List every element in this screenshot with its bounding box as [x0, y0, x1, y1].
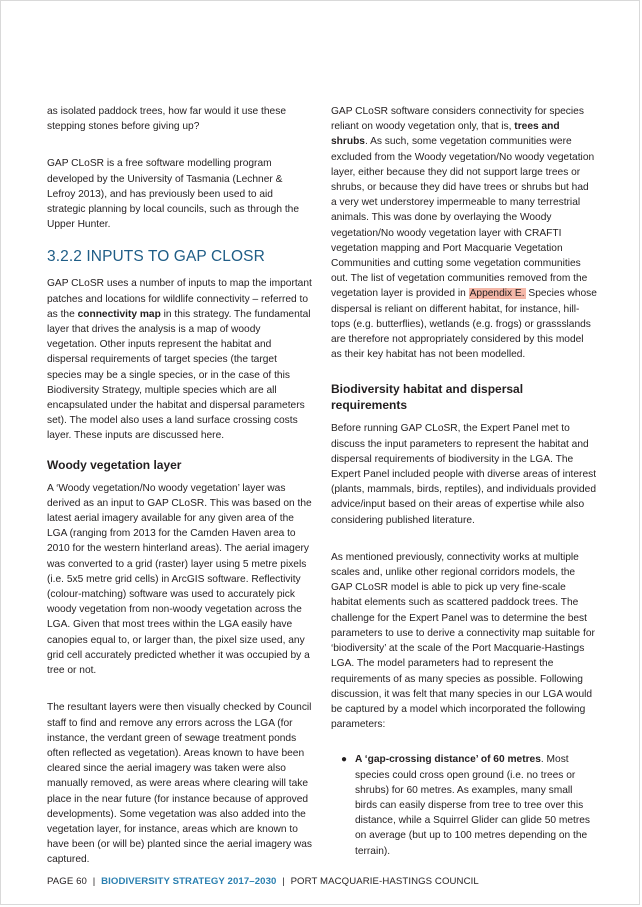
paragraph-inputs: [47, 276, 313, 443]
right-column: [331, 104, 597, 859]
footer-separator: |: [92, 876, 96, 887]
inputs-text-a: GAP CLoSR uses a number of inputs to map the important patches and locations for wildlife connectivity – referred to as the: [47, 278, 312, 320]
appendix-e-link[interactable]: Appendix E.: [469, 288, 525, 300]
list-item: [331, 752, 597, 858]
paragraph-resultant-layers: The resultant layers were then visually checked by Council staff to find and remove any errors across the LGA (for instance, the verdant green of sewage treatment ponds often reflected as vegetation). Areas known to have been cleared since the aerial imagery was taken were also manually removed, as were areas where clearing will take place in the near future (for instance because of approved developments). Some vegetation was also added into the vegetation layer, for instance, areas which are known to have been (or will be) planted since the aerial imagery was captured.: [47, 702, 313, 866]
section-heading: 3.2.2 INPUTS TO GAP CLOSR: [47, 248, 265, 266]
reliance-text-a: GAP CLoSR software considers connectivity for species reliant on woody vegetation only, that is,: [331, 106, 584, 133]
page-number: PAGE 60: [47, 876, 87, 887]
reliance-text-b: . As such, some vegetation communities were excluded from the Woody vegetation/No woody vegetation layer, either because they did not support large trees or shrubs, or because they did have trees or shrubs but had a very wet understorey impermeable to many terrestrial animals. This was done by overlaying the Woody vegetation/No woody vegetation layer with CRAFTI vegetation mapping and Port Macquarie Vegetation Communities and cutting some vegetation communities out. The list of vegetation communities removed from the vegetation layer is provided in: [331, 136, 595, 300]
paragraph-woody-reliance: [331, 104, 597, 362]
paragraph-expert-panel: Before running GAP CLoSR, the Expert Panel met to discuss the input parameters to represent the habitat and dispersal requirements of biodiversity in the LGA. The Expert Panel included people with diverse areas of interest (plants, mammals, birds, reptiles), and individuals provided advice/input based on their areas of expertise while also considering published literature.: [331, 423, 597, 526]
subheading-woody-vegetation: Woody vegetation layer: [47, 457, 182, 472]
paragraph-gap-closr-intro: GAP CLoSR is a free software modelling program developed by the University of Tasmania (Lechner & Lefroy 2013), and has previously been used to aid strategic planning by local councils, such as through the Upper Hunter.: [47, 158, 300, 231]
connectivity-map-term: connectivity map: [77, 308, 161, 320]
left-column: [47, 104, 313, 883]
bullet-marker: ●: [341, 754, 348, 766]
footer-council-name: PORT MACQUARIE-HASTINGS COUNCIL: [290, 876, 479, 887]
parameter-list: [331, 752, 597, 858]
paragraph-stepping-stones: as isolated paddock trees, how far would it use these stepping stones before giving up?: [47, 106, 286, 133]
page-footer: [47, 876, 479, 888]
reliance-text-c: Species whose dispersal is reliant on different habitat, for instance, hill-tops (e.g. butterflies), wetlands (e.g. frogs) or grassslands are therefore not appropriately considered by this model as their key habitat has not been modelled.: [331, 288, 597, 361]
paragraph-woody-layer: A ‘Woody vegetation/No woody vegetation’ layer was derived as an input to GAP CLoSR. This was based on the latest aerial imagery available for any given area of the LGA (ranging from 2013 for the Camden Haven area to 2010 for the western hinterland areas). The aerial imagery was converted to a grid (raster) layer using 5 metre pixels (i.e. 5x5 metre grid cells) in ArcGIS software. Reflectivity (colour-matching) software was used to accurately pick woody vegetation from non-woody vegetation across the LGA. Given that most trees within the LGA easily have canopies equal to, or larger than, the pixel size used, any grid cell accurately predicted whether it was occupied by a tree or not.: [47, 482, 312, 677]
subheading-habitat-dispersal: Biodiversity habitat and dispersal requirements: [331, 382, 524, 413]
inputs-text-b: in this strategy. The fundamental layer that drives the analysis is a map of woody vegetation. Other inputs represent the habitat and dispersal requirements of target species (the target species may be a single species, or in the case of this Biodiversity Strategy, multiple species which are all encapsulated under the habitat and dispersal parameters set). The model also uses a land surface crossing costs layer. These inputs are discussed here.: [47, 308, 311, 442]
footer-separator: |: [282, 876, 285, 887]
paragraph-multiple-scales: As mentioned previously, connectivity works at multiple scales and, unlike other regional corridors models, the GAP CLoSR model is able to pick up very fine-scale habitat elements such as scattered paddock trees. The challenge for the Expert Panel was to determine the best parameters to use to derive a connectivity map suitable for ‘biodiversity’ at the scale of the Port Macquarie-Hastings LGA. The model parameters had to represent the requirements of as many species as possible. Following discussion, it was felt that many species in our LGA would be captured by a model which incorporated the following parameters:: [331, 551, 595, 731]
trees-shrubs-term: trees and shrubs: [331, 121, 560, 148]
gap-crossing-term: A ‘gap-crossing distance’ of 60 metres: [355, 754, 541, 766]
footer-strategy-title: BIODIVERSITY STRATEGY 2017–2030: [101, 876, 277, 887]
gap-crossing-text: . Most species could cross open ground (i.e. no trees or shrubs) for 60 metres. As examples, many small birds can easily disperse from tree to tree over this distance, while a Squirrel Glider can glide 50 metres on average (but up to 100 metres depending on the terrain).: [355, 754, 590, 857]
